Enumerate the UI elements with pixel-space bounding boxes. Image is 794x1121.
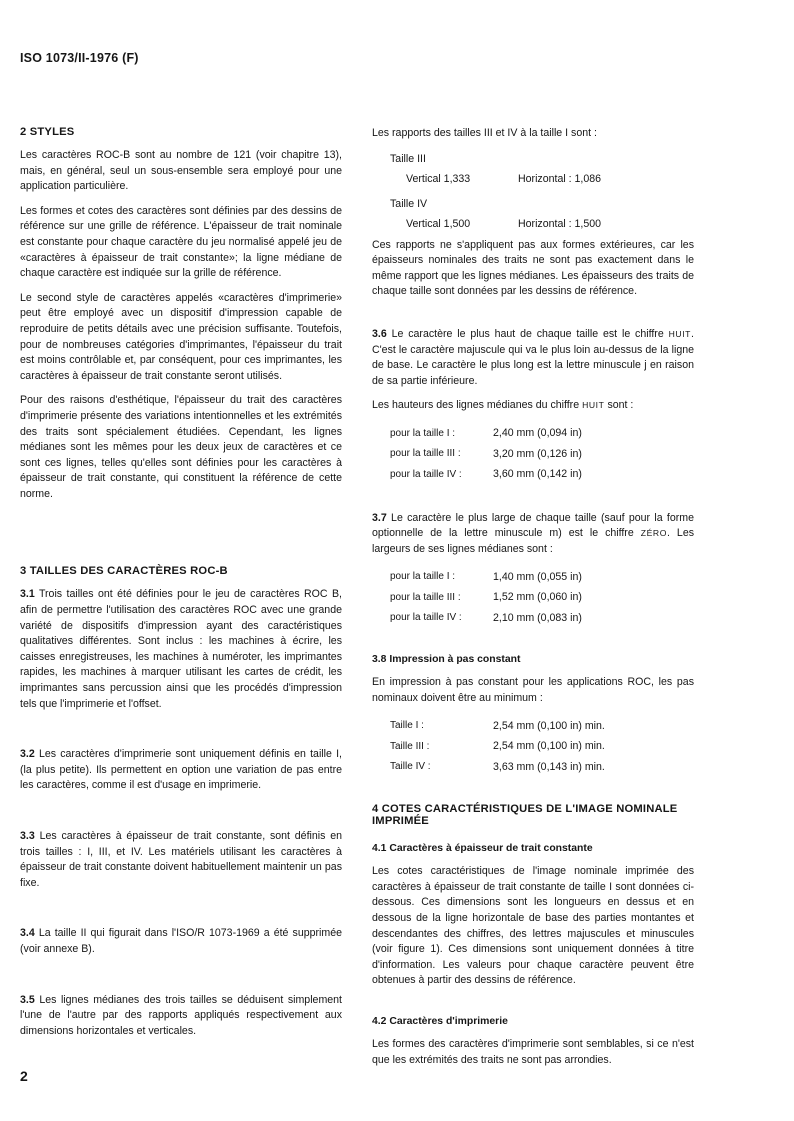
row-value: 2,10 mm (0,083 in)	[493, 611, 582, 624]
pitch-table	[390, 715, 605, 777]
s3-1-number: 3.1	[20, 588, 35, 601]
section-3-title: 3 TAILLES DES CARACTÈRES ROC-B	[20, 565, 228, 578]
row-label: pour la taille I :	[390, 427, 456, 439]
s2-paragraph-2: Les formes et cotes des caractères sont définies par des dessins de référence sur une grille de référence. L'épaisseur de trait nominale est constante pour chaque caractère du jeu normalisé appelé jeu de «caractères à épaisseur de trait constante»; la ligne médiane de chaque caractère est indiquée sur la grille de référence.	[20, 204, 342, 280]
s3-5-text: Les lignes médianes des trois tailles se déduisent simplement l'une de l'autre par des rapports appliqués respectivement aux dimensions horizontales et verticales.	[20, 993, 342, 1037]
row-value: 2,40 mm (0,094 in)	[493, 427, 582, 440]
s4-1-title: 4.1 Caractères à épaisseur de trait constante	[372, 843, 593, 855]
s3-1-text: Trois tailles ont été définies pour le jeu de caractères ROC B, afin de permettre l'utilisation des caractères ROC avec une grande variété de dispositifs d'impression ayant des caractéristiques qualitatives différentes. Sont inclus : les machines à écrire, les caisses enregistreuses, les machines à numéroter, les imprimantes rapides, les machines à marquer utilisant les cartes de crédit, les imprimantes sans percussion ainsi que les procédés d'impression tels que l'imprimerie et l'offset.	[20, 588, 342, 710]
heights-word: HUIT	[582, 400, 605, 411]
ratio-block-iv	[372, 196, 694, 233]
s3-2-number: 3.2	[20, 748, 35, 761]
table-row	[390, 567, 582, 588]
ratios-intro: Les rapports des tailles III et IV à la taille I sont :	[372, 127, 597, 139]
row-label: pour la taille III :	[390, 448, 461, 460]
table-row	[390, 757, 605, 778]
table-row	[390, 587, 582, 608]
row-label: pour la taille IV :	[390, 468, 462, 480]
row-value: 1,40 mm (0,055 in)	[493, 570, 582, 583]
s3-5-paragraph	[20, 993, 342, 1040]
s3-6-text-a: Le caractère le plus haut de chaque taille est le chiffre	[391, 327, 664, 340]
s3-6-number: 3.6	[372, 327, 387, 340]
heights-text-b: sont :	[607, 399, 634, 412]
row-label: pour la taille IV :	[390, 612, 462, 624]
row-value: 2,54 mm (0,100 in) min.	[493, 740, 605, 753]
ratio-title: Taille III	[390, 152, 426, 165]
document-id: ISO 1073/II-1976 (F)	[20, 51, 139, 65]
table-row	[390, 715, 605, 736]
row-value: 3,60 mm (0,142 in)	[493, 468, 582, 481]
row-value: 2,54 mm (0,100 in) min.	[493, 719, 605, 732]
right-column	[372, 126, 694, 1077]
s3-7-paragraph	[372, 511, 694, 558]
row-label: Taille I :	[390, 720, 424, 732]
s3-6-text-b: . C'est le caractère majuscule qui va le plus loin au-dessus de la ligne de base. Le caractère le plus long est la lettre minuscule j en raison de sa partie inférieure.	[372, 327, 694, 387]
s3-8-title: 3.8 Impression à pas constant	[372, 654, 521, 666]
table-row	[390, 444, 582, 465]
s4-1-paragraph: Les cotes caractéristiques de l'image nominale imprimée des caractères à épaisseur de trait constante de taille I sont données ci-dessous. Ces dimensions sont les longueurs en dessus et en dessous de la ligne horizontale de base des parties montantes et descendantes des chiffres, des lettres majuscules et minuscules (voir figure 1). Ces dimensions sont uniquement données à titre d'information. Les valeurs pour chaque caractère peuvent être obtenues à partir des dessins de référence.	[372, 865, 694, 987]
s3-7-number: 3.7	[372, 511, 387, 524]
widths-table	[390, 567, 582, 629]
ratio-row	[406, 171, 694, 188]
section-2-title: 2 STYLES	[20, 126, 75, 138]
heights-table	[390, 423, 582, 485]
table-row	[390, 423, 582, 444]
ratio-title: Taille IV	[390, 197, 428, 210]
ratios-note: Ces rapports ne s'appliquent pas aux formes extérieures, car les épaisseurs nominales des traits ne sont pas exactement dans le même rapport que les lignes médianes. Les épaisseurs des traits de chaque taille sont données par les dessins de référence.	[372, 238, 694, 298]
s3-4-text: La taille II qui figurait dans l'ISO/R 1073-1969 a été supprimée (voir annexe B).	[20, 927, 342, 955]
row-label: pour la taille III :	[390, 591, 461, 603]
ratio-vertical: Vertical 1,500	[406, 217, 471, 230]
page-number: 2	[20, 1068, 28, 1084]
row-value: 3,63 mm (0,143 in) min.	[493, 760, 605, 773]
s3-6-paragraph	[372, 327, 694, 389]
s3-6-word: HUIT	[668, 328, 692, 339]
s4-2-paragraph: Les formes des caractères d'imprimerie sont semblables, si ce n'est que les extrémités des traits ne sont pas arrondies.	[372, 1038, 694, 1066]
section-4-title: 4 COTES CARACTÉRISTIQUES DE L'IMAGE NOMINALE IMPRIMÉE	[372, 803, 678, 828]
s2-paragraph-3: Le second style de caractères appelés «caractères d'imprimerie» peut être employé avec un dispositif d'impression capable de reproduire de petits détails avec une précision suffisante. Toutefois, pour de nombreuses catégories d'imprimantes, l'épaisseur du trait est moins contrôlable et, par conséquent, pour ces imprimantes, les caractères à épaisseur de trait constante seront utilisés.	[20, 291, 342, 382]
table-row	[390, 464, 582, 485]
table-row	[390, 736, 605, 757]
s3-4-number: 3.4	[20, 927, 35, 940]
s4-2-title: 4.2 Caractères d'imprimerie	[372, 1016, 508, 1027]
row-label: pour la taille I :	[390, 571, 456, 583]
s3-1-paragraph	[20, 587, 342, 712]
s3-7-text-a: Le caractère le plus large de chaque taille (sauf pour la forme optionnelle de la lettre minuscule m) est le chiffre	[372, 511, 694, 540]
s2-paragraph-1: Les caractères ROC-B sont au nombre de 121 (voir chapitre 13), mais, en général, seul un sous-ensemble sera employé pour une application particulière.	[20, 149, 342, 193]
heights-intro	[372, 398, 694, 414]
s2-paragraph-4: Pour des raisons d'esthétique, l'épaisseur du trait des caractères d'imprimerie présente des variations intentionnelles et les extrémités des traits sont spécialement étudiées. Cependant, les lignes médianes sont les mêmes pour les deux jeux de caractères et ce sont ces lignes, telles qu'elles sont définies pour les caractères à épaisseur de trait constante, qui constituent la référence de cette norme.	[20, 394, 342, 500]
s3-7-word: ZÉRO	[640, 528, 667, 539]
s3-3-paragraph	[20, 829, 342, 891]
s3-3-text: Les caractères à épaisseur de trait constante, sont définis en trois tailles : I, III, et IV. Les matériels utilisant les caractères à épaisseur de trait constante doivent habituellement maintenir un pas fixe.	[20, 830, 343, 889]
s3-8-paragraph: En impression à pas constant pour les applications ROC, les pas nominaux doivent être au minimum :	[372, 676, 694, 704]
left-column	[20, 126, 342, 1048]
row-value: 3,20 mm (0,126 in)	[493, 447, 582, 460]
s3-2-paragraph	[20, 747, 342, 794]
ratio-block-iii	[372, 151, 694, 188]
ratio-vertical: Vertical 1,333	[406, 172, 471, 185]
row-label: Taille III :	[390, 740, 430, 752]
s3-4-paragraph	[20, 926, 342, 957]
ratio-horizontal: Horizontal : 1,086	[518, 172, 602, 185]
ratio-horizontal: Horizontal : 1,500	[518, 217, 602, 230]
row-label: Taille IV :	[390, 761, 431, 773]
s3-5-number: 3.5	[20, 993, 35, 1006]
table-row	[390, 608, 582, 629]
s3-2-text: Les caractères d'imprimerie sont uniquement définis en taille I, (la plus petite). Ils permettent en option une variation de pas entre les caractères, comme il est d'usage en imprimerie.	[20, 748, 342, 792]
row-value: 1,52 mm (0,060 in)	[493, 591, 582, 604]
heights-text-a: Les hauteurs des lignes médianes du chiffre	[372, 399, 580, 412]
s3-3-number: 3.3	[20, 830, 35, 842]
ratio-row	[406, 216, 694, 233]
s3-7-text-b: . Les largeurs de ses lignes médianes sont :	[372, 527, 695, 555]
